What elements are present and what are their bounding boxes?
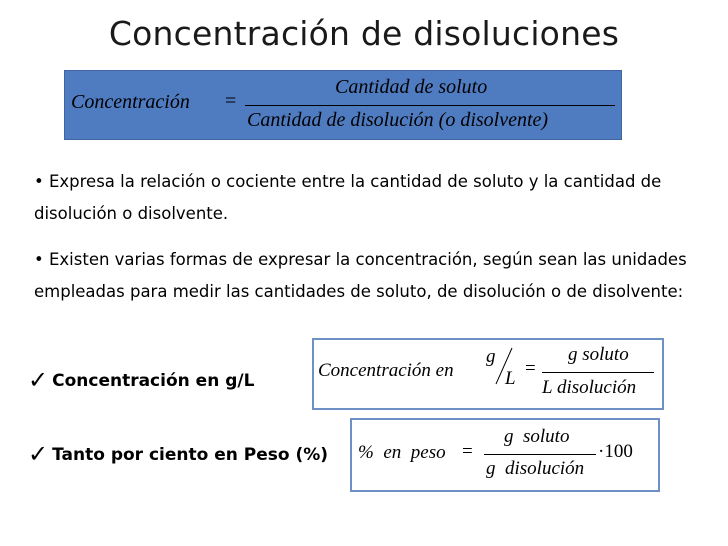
formula-factor: ·100 — [598, 441, 633, 462]
formula-equals: = — [462, 441, 473, 462]
formula-fraction-line — [245, 105, 615, 106]
list-item-label: Tanto por ciento en Peso (%) — [52, 445, 329, 465]
formula-fraction-line — [484, 454, 596, 455]
formula-fraction-line — [542, 372, 654, 373]
paragraph-definition: • Expresa la relación o cociente entre la cantidad de soluto y la cantidad de disolución o disolvente. — [34, 172, 662, 223]
main-formula-box — [64, 70, 622, 140]
formula-numerator: g soluto — [568, 344, 629, 365]
formula-denominator-alt: (o disolvente) — [438, 109, 549, 131]
list-item-label: Concentración en g/L — [52, 371, 255, 391]
list-item-g-per-l — [28, 366, 254, 394]
formula-numerator: Cantidad de soluto — [335, 76, 488, 98]
list-item-percent-weight — [28, 440, 328, 468]
formula-lhs: Concentración en — [318, 360, 454, 381]
formula-denominator: L disolución — [542, 377, 637, 398]
checkmark-icon: ✓ — [28, 440, 49, 468]
checkmark-icon: ✓ — [28, 366, 49, 394]
formula-denominator — [247, 109, 548, 132]
unit-numerator: g — [486, 346, 496, 367]
formula-equals: = — [225, 90, 237, 112]
page-title: Concentración de disoluciones — [108, 14, 620, 53]
unit-denominator: L — [505, 368, 516, 389]
formula-denominator: g disolución — [486, 458, 585, 479]
paragraph-forms: • Existen varias formas de expresar la concentración, según sean las unidades empleadas para medir las cantidades de soluto, de disolución o de disolvente: — [34, 250, 687, 301]
formula-percent-weight-box — [350, 418, 660, 492]
formula-equals: = — [525, 358, 536, 379]
formula-lhs: Concentración — [71, 91, 190, 113]
formula-g-per-l-box — [312, 338, 664, 410]
formula-lhs: % en peso — [358, 442, 446, 463]
formula-denominator-main: Cantidad de disolución — [247, 109, 434, 131]
formula-numerator: g soluto — [504, 426, 570, 447]
